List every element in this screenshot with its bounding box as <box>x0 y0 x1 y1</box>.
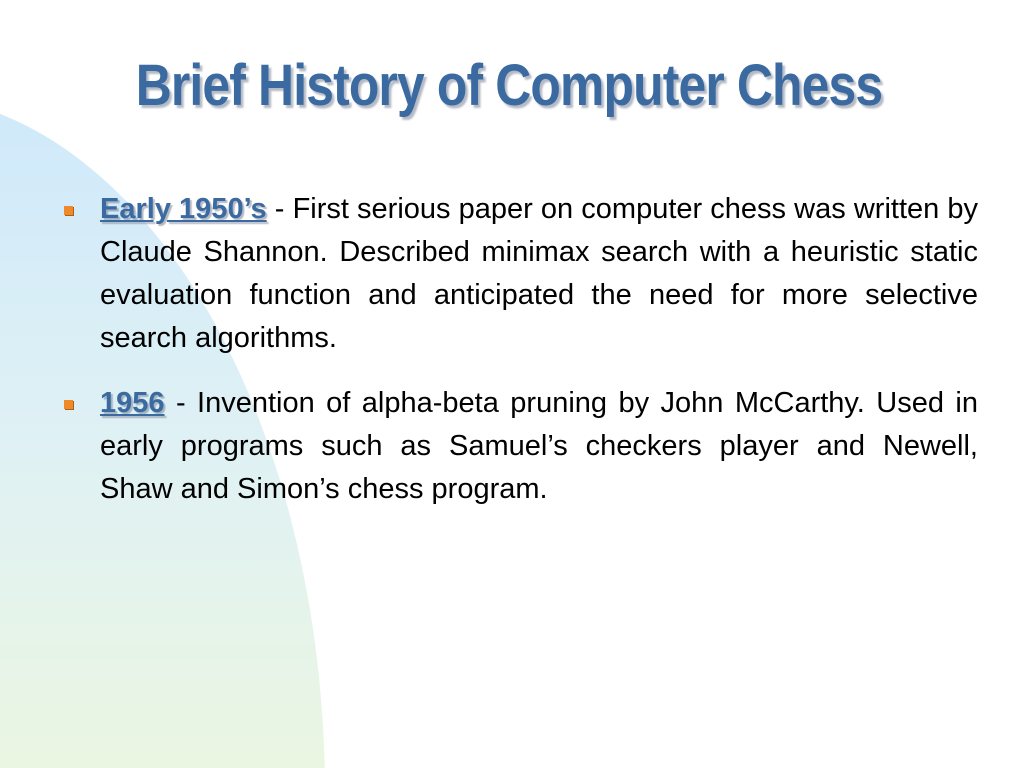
bullet-item-early-1950s <box>62 188 978 360</box>
square-bullet-icon <box>64 206 73 215</box>
slide-title: Brief History of Computer Chess <box>135 53 883 118</box>
bullet-term: Early 1950’s <box>100 193 267 225</box>
bullet-term: 1956 <box>100 387 165 419</box>
square-bullet-icon <box>64 400 73 409</box>
bullet-item-1956 <box>62 382 978 511</box>
bullet-text: - Invention of alpha-beta pruning by John McCarthy. Used in early programs such as Samuel’s checkers player and Newell, Shaw and Simon’s chess program. <box>100 387 978 505</box>
bullet-text: - First serious paper on computer chess was written by Claude Shannon. Described minimax search with a heuristic static evaluation function and anticipated the need for more selective search algorithms. <box>100 193 978 354</box>
bullet-list <box>62 188 978 533</box>
